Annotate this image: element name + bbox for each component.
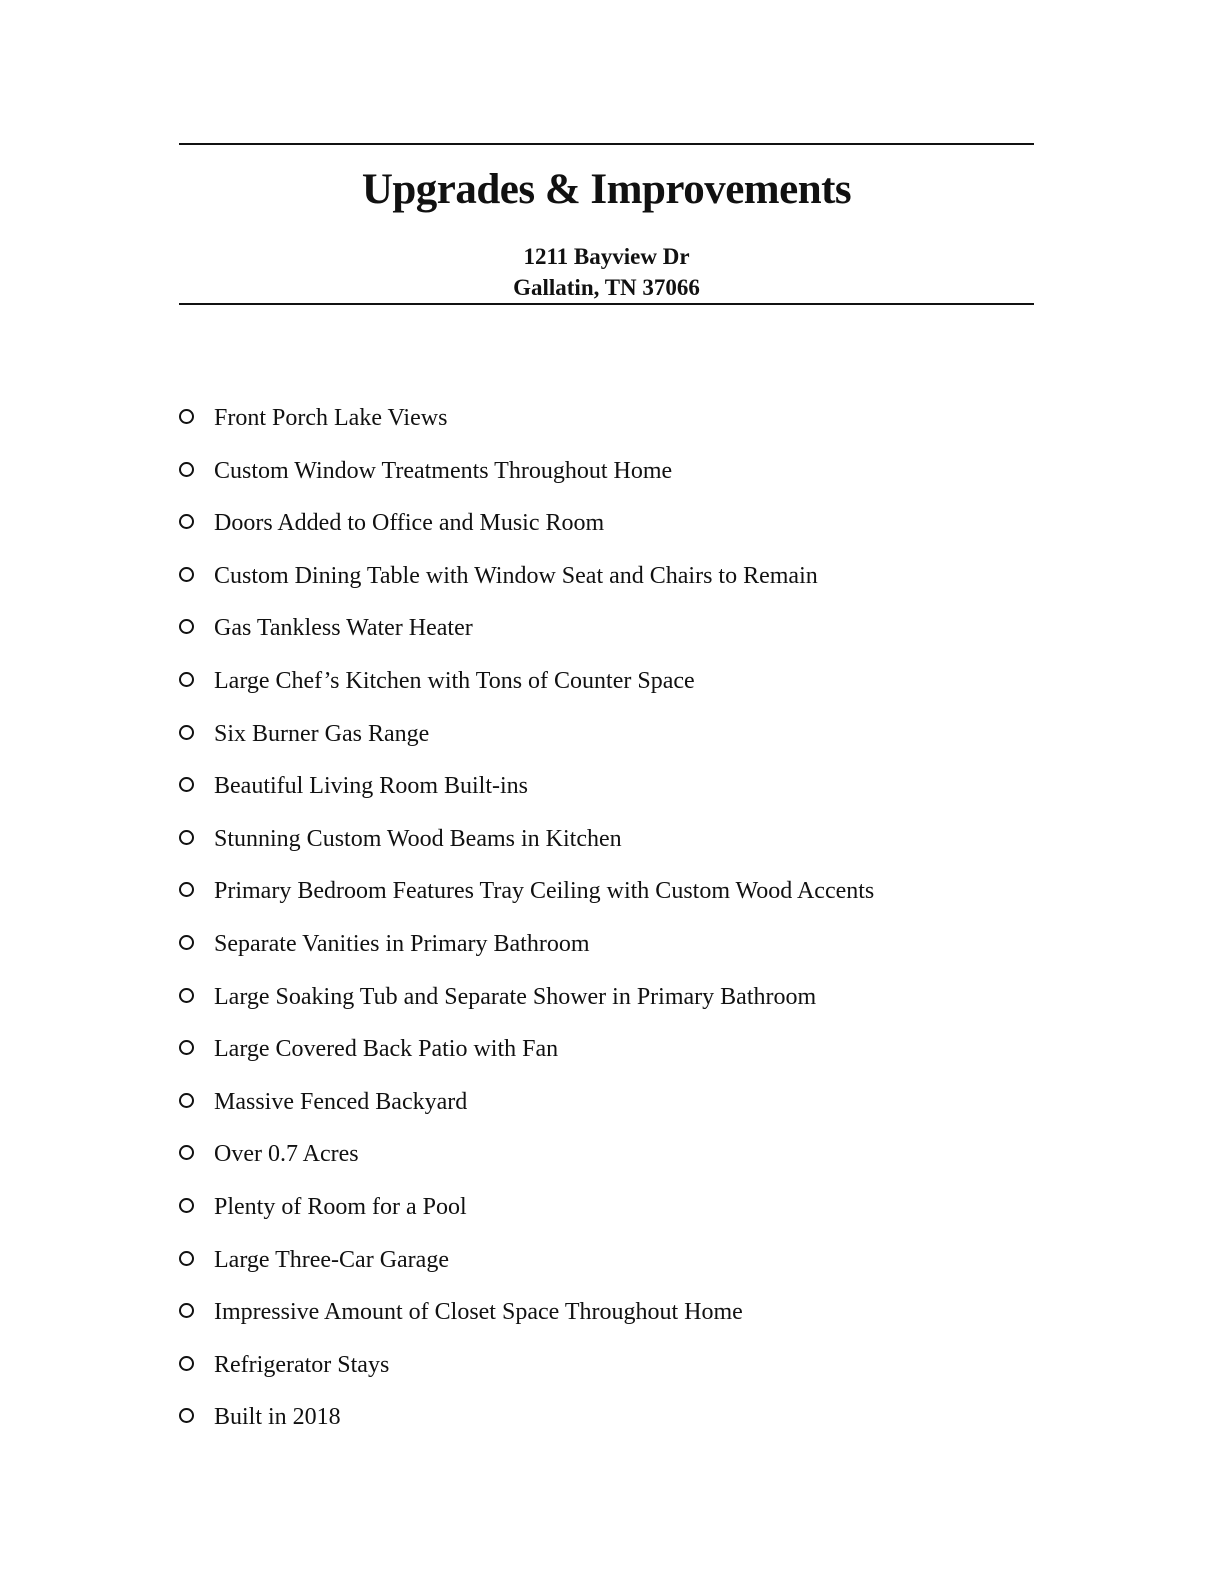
feature-text: Plenty of Room for a Pool (214, 1193, 467, 1220)
list-item (0, 924, 1224, 977)
circle-bullet-icon (179, 1303, 194, 1318)
feature-text: Impressive Amount of Closet Space Throughout Home (214, 1299, 743, 1326)
list-item (0, 1082, 1224, 1135)
feature-text: Separate Vanities in Primary Bathroom (214, 930, 590, 957)
circle-bullet-icon (179, 567, 194, 582)
feature-text: Six Burner Gas Range (214, 720, 430, 747)
list-item (0, 661, 1224, 714)
feature-text: Large Covered Back Patio with Fan (214, 1036, 559, 1063)
circle-bullet-icon (179, 462, 194, 477)
circle-bullet-icon (179, 725, 194, 740)
list-item (0, 1292, 1224, 1345)
list-item (0, 871, 1224, 924)
list-item (0, 1134, 1224, 1187)
circle-bullet-icon (179, 830, 194, 845)
circle-bullet-icon (179, 619, 194, 634)
bottom-divider (179, 303, 1034, 305)
property-address (179, 241, 1034, 303)
feature-text: Large Three-Car Garage (214, 1246, 449, 1273)
list-item (0, 1240, 1224, 1293)
feature-text: Large Chef’s Kitchen with Tons of Counter Space (214, 667, 695, 694)
list-item (0, 714, 1224, 767)
circle-bullet-icon (179, 1093, 194, 1108)
list-item (0, 819, 1224, 872)
list-item (0, 1397, 1224, 1450)
circle-bullet-icon (179, 988, 194, 1003)
list-item (0, 1029, 1224, 1082)
feature-text: Over 0.7 Acres (214, 1141, 359, 1168)
circle-bullet-icon (179, 514, 194, 529)
list-item (0, 451, 1224, 504)
feature-text: Large Soaking Tub and Separate Shower in Primary Bathroom (214, 983, 817, 1010)
circle-bullet-icon (179, 1251, 194, 1266)
list-item (0, 503, 1224, 556)
feature-text: Built in 2018 (214, 1404, 341, 1431)
list-item (0, 766, 1224, 819)
address-street: 1211 Bayview Dr (523, 244, 690, 269)
feature-list (0, 398, 1224, 1450)
circle-bullet-icon (179, 672, 194, 687)
circle-bullet-icon (179, 935, 194, 950)
circle-bullet-icon (179, 1145, 194, 1160)
circle-bullet-icon (179, 882, 194, 897)
feature-text: Stunning Custom Wood Beams in Kitchen (214, 825, 622, 852)
feature-text: Doors Added to Office and Music Room (214, 510, 605, 537)
list-item (0, 1345, 1224, 1398)
circle-bullet-icon (179, 1198, 194, 1213)
circle-bullet-icon (179, 1356, 194, 1371)
list-item (0, 556, 1224, 609)
list-item (0, 398, 1224, 451)
top-divider (179, 143, 1034, 145)
list-item (0, 1187, 1224, 1240)
circle-bullet-icon (179, 409, 194, 424)
feature-text: Gas Tankless Water Heater (214, 615, 473, 642)
circle-bullet-icon (179, 1408, 194, 1423)
feature-text: Custom Window Treatments Throughout Home (214, 457, 673, 484)
circle-bullet-icon (179, 777, 194, 792)
feature-text: Beautiful Living Room Built-ins (214, 773, 528, 800)
address-city-state-zip: Gallatin, TN 37066 (513, 275, 700, 300)
circle-bullet-icon (179, 1040, 194, 1055)
feature-text: Custom Dining Table with Window Seat and Chairs to Remain (214, 562, 818, 589)
list-item (0, 977, 1224, 1030)
feature-text: Massive Fenced Backyard (214, 1088, 468, 1115)
feature-text: Front Porch Lake Views (214, 405, 448, 431)
list-item (0, 608, 1224, 661)
feature-text: Refrigerator Stays (214, 1351, 390, 1378)
page-title: Upgrades & Improvements (361, 166, 852, 213)
feature-text: Primary Bedroom Features Tray Ceiling with Custom Wood Accents (214, 878, 875, 905)
